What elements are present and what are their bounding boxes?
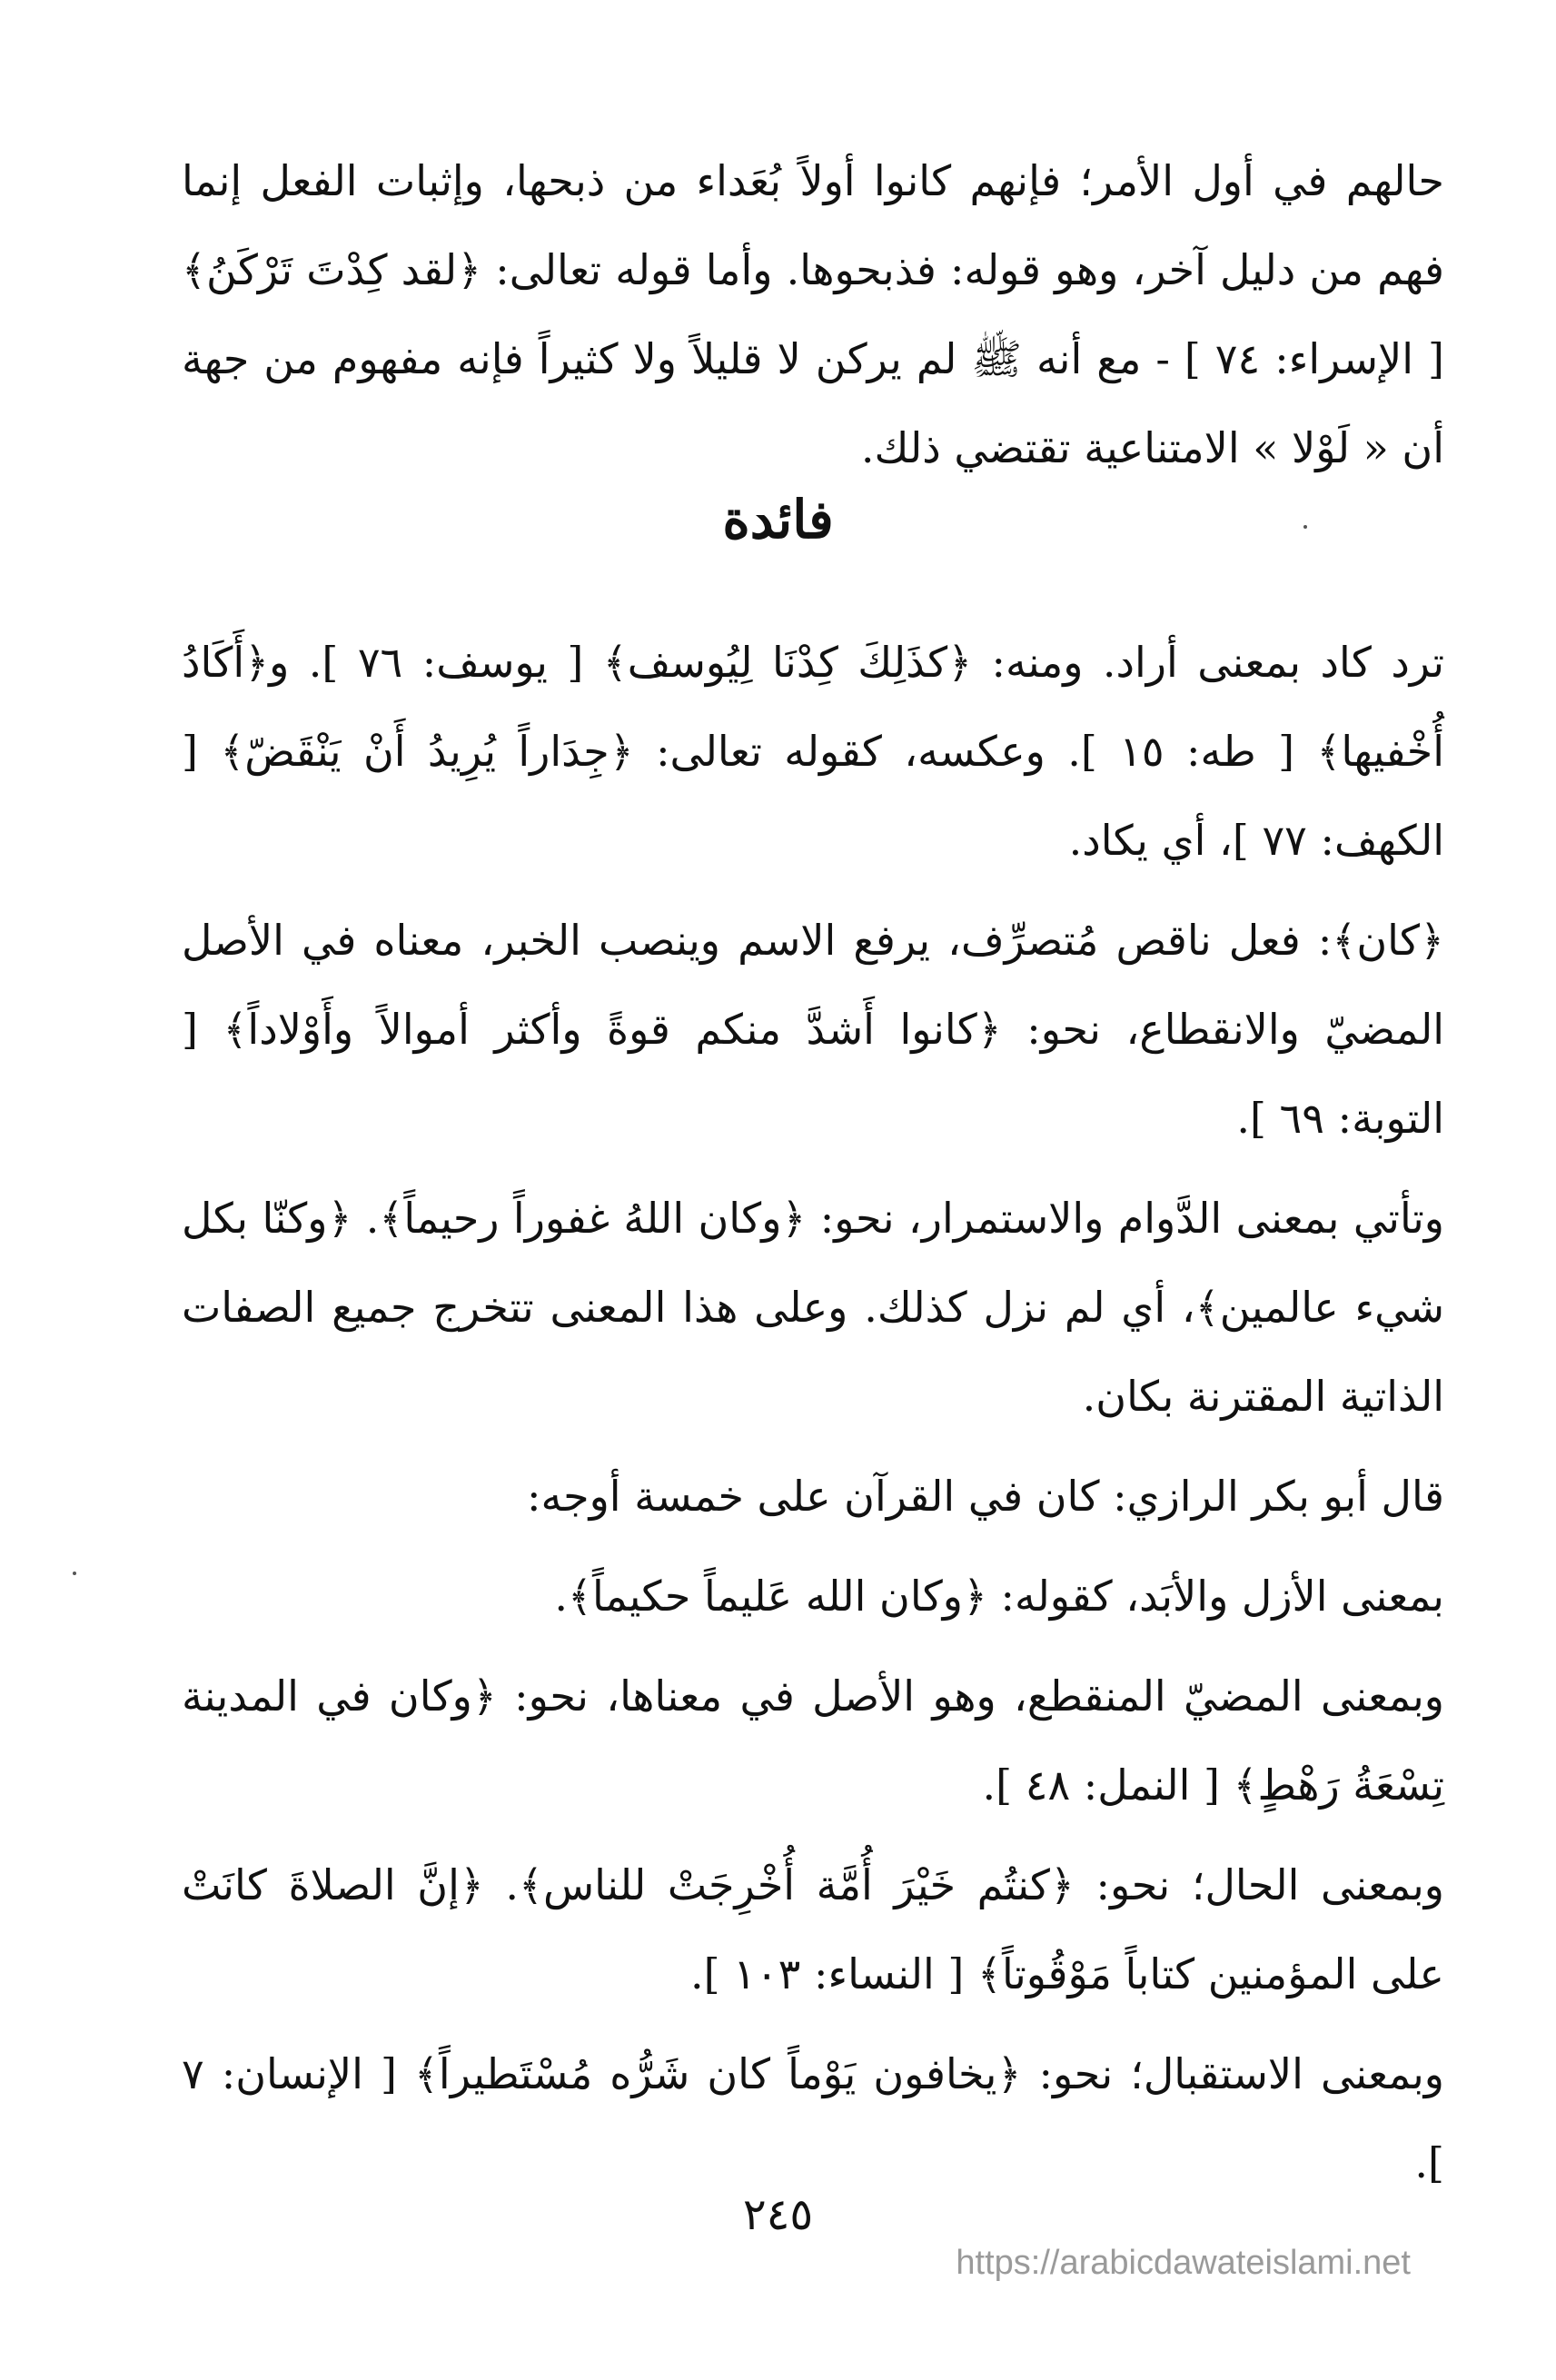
paragraph-past: وبمعنى المضيّ المنقطع، وهو الأصل في معناها، نحو: ﴿وكان في المدينة تِسْعَةُ رَهْطٍ﴾ [ النمل: ٤٨ ]. [182,1671,1444,1810]
paragraph-kana-definition: ﴿كان﴾: فعل ناقص مُتصرِّف، يرفع الاسم وينصب الخبر، معناه في الأصل المضيّ والانقطاع، نحو: ﴿كانوا أَشدَّ منكم قوةً وأكثر أموالاً وأَوْلاداً﴾ [ التوبة: ٦٩ ]. [182,916,1444,1143]
paragraph-razi-quote: قال أبو بكر الرازي: كان في القرآن على خمسة أوجه: [526,1472,1444,1521]
scan-speck [1303,525,1307,529]
intro-text-block [182,136,1444,492]
paragraph-kada: ترد كاد بمعنى أراد. ومنه: ﴿كذَلِكَ كِدْنَا لِيُوسف﴾ [ يوسف: ٧٦ ]. و﴿أَكَادُ أُخْفيها﴾ [ طه: ١٥ ]. وعكسه، كقوله تعالى: ﴿جِدَاراً يُرِيدُ أَنْ يَنْقَضّ﴾ [ الكهف: ٧٧ ]، أي يكاد. [182,638,1444,865]
paragraph-future: وبمعنى الاستقبال؛ نحو: ﴿يخافون يَوْماً كان شَرُّه مُسْتَطيراً﴾ [ الإنسان: ٧ ]. [182,2049,1444,2187]
intro-paragraph: حالهم في أول الأمر؛ فإنهم كانوا أولاً بُعَداء من ذبحها، وإثبات الفعل إنما فهم من دليل آخر، وهو قوله: فذبحوها. وأما قوله تعالى: ﴿لقد كِدْتَ تَرْكَنُ﴾ [ الإسراء: ٧٤ ] - مع أنه ﷺ لم يركن لا قليلاً ولا كثيراً فإنه مفهوم من جهة أن « لَوْلا » الامتناعية تقتضي ذلك. [182,156,1444,472]
paragraph-kana-continuity: وتأتي بمعنى الدَّوام والاستمرار، نحو: ﴿وكان اللهُ غفوراً رحيماً﴾. ﴿وكنّا بكل شيء عالمين﴾، أي لم نزل كذلك. وعلى هذا المعنى تتخرج جميع الصفات الذاتية المقترنة بكان. [182,1194,1444,1421]
paragraph-present: وبمعنى الحال؛ نحو: ﴿كنتُم خَيْرَ أُمَّة أُخْرِجَتْ للناس﴾. ﴿إنَّ الصلاةَ كانَتْ على المؤمنين كتاباً مَوْقُوتاً﴾ [ النساء: ١٠٣ ]. [182,1860,1444,1998]
page-number: ٢٤٥ [742,2189,814,2240]
scan-speck [73,1572,76,1575]
paragraph-eternity: بمعنى الأزل والأبَد، كقوله: ﴿وكان الله عَليماً حكيماً﴾. [554,1572,1444,1621]
watermark-url: https://arabicdawateislami.net [956,2244,1411,2282]
section-text-block [182,618,1444,2207]
section-heading: فائدة [722,489,834,550]
